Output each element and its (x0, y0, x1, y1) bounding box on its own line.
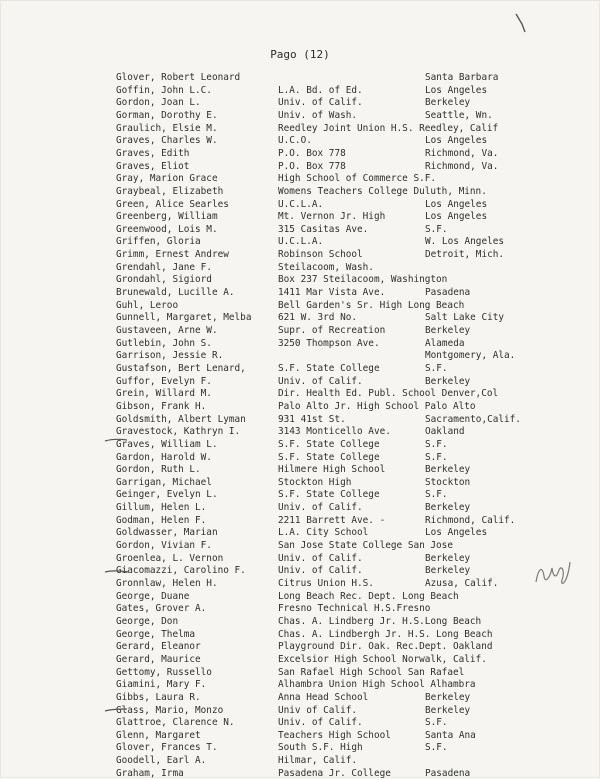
entry-address: 931 41st St. (278, 413, 346, 425)
entry-city: Los Angeles (425, 527, 488, 539)
roster-row (0, 363, 600, 376)
entry-city: Pasadena (425, 287, 471, 299)
entry-name: Guhl, Leroo (116, 299, 179, 311)
entry-address: Mt. Vernon Jr. High (278, 211, 386, 223)
entry-city: Los Angeles (425, 211, 488, 223)
roster-row (0, 161, 600, 174)
entry-city: Berkeley (425, 502, 471, 514)
entry-address: S.F. State College (278, 362, 380, 374)
entry-name: Gutlebin, John S. (116, 337, 212, 349)
entry-address: Univ. of Calif. (278, 717, 363, 729)
entry-address: High School of Commerce S.F. (278, 173, 437, 185)
entry-name: Greenberg, William (116, 211, 218, 223)
entry-city: S.F. (425, 223, 448, 235)
entry-city: Berkeley (425, 375, 471, 387)
entry-address: S.F. State College (278, 438, 380, 450)
entry-name: Geinger, Evelyn L. (116, 489, 218, 501)
roster-row (0, 439, 600, 452)
roster-row (0, 173, 600, 186)
entry-name: Grendahl, Jane F. (116, 261, 212, 273)
roster-row (0, 148, 600, 161)
roster-row (0, 603, 600, 616)
roster-row (0, 287, 600, 300)
entry-address: L.A. City School (278, 527, 369, 539)
entry-city: Berkeley (425, 704, 471, 716)
entry-address: S.F. State College (278, 451, 380, 463)
entry-name: Gordon, Vivian F. (116, 540, 212, 552)
pencil-tick-garrigan (104, 437, 128, 443)
entry-name: Graves, William L. (116, 438, 218, 450)
entry-name: Graulich, Elsie M. (116, 122, 218, 134)
entry-name: Gillum, Helen L. (116, 502, 207, 514)
roster-row (0, 236, 600, 249)
roster-row (0, 325, 600, 338)
entry-address: Univ. of Wash. (278, 109, 358, 121)
roster-row (0, 249, 600, 262)
entry-address: Excelsior High School Norwalk, Calif. (278, 653, 487, 665)
entry-name: Graves, Edith (116, 147, 190, 159)
entry-city: S.F. (425, 438, 448, 450)
entry-name: Glass, Mario, Monzo (116, 704, 224, 716)
entry-name: Groenlea, L. Vernon (116, 552, 224, 564)
entry-address: 3250 Thompson Ave. (278, 337, 380, 349)
pencil-tick-george-don (104, 569, 130, 575)
roster-row (0, 464, 600, 477)
entry-address: Long Beach Rec. Dept. Long Beach (278, 590, 459, 602)
roster-row (0, 679, 600, 692)
roster-row (0, 616, 600, 629)
entry-address: 621 W. 3rd No. (278, 312, 358, 324)
entry-name: Gronnlaw, Helen H. (116, 578, 218, 589)
entry-city: Los Angeles (425, 198, 488, 210)
entry-city: Los Angeles (425, 84, 488, 96)
roster-row (0, 654, 600, 667)
entry-address: Univ. of Calif. (278, 552, 363, 564)
entry-name: Graham, Irma (116, 767, 184, 779)
corner-pencil-mark (514, 12, 528, 34)
entry-address: Chas. A. Lindbergh Jr. H.S. Long Beach (278, 628, 493, 640)
entry-city: Berkeley (425, 691, 471, 703)
entry-address: L.A. Bd. of Ed. (278, 84, 363, 96)
entry-name: Grimm, Ernest Andrew (116, 249, 229, 261)
entry-name: Goodell, Earl A. (116, 755, 207, 767)
entry-name: Giamini, Mary F. (116, 679, 207, 691)
entry-name: Graybeal, Elizabeth (116, 185, 224, 197)
roster-row (0, 274, 600, 287)
entry-name: Glover, Robert Leonard (116, 72, 241, 83)
entry-address: 2211 Barrett Ave. - (278, 514, 386, 526)
entry-address: Womens Teachers College Duluth, Minn. (278, 185, 487, 197)
entry-address: Steilacoom, Wash. (278, 261, 374, 273)
roster-row (0, 667, 600, 680)
roster-row (0, 350, 600, 363)
roster-row (0, 452, 600, 465)
roster-row (0, 477, 600, 490)
entry-name: Gunnell, Margaret, Melba (116, 312, 252, 324)
entry-name: Gustafson, Bert Lenard, (116, 362, 246, 374)
entry-name: Gardon, Harold W. (116, 451, 212, 463)
roster-row (0, 629, 600, 642)
entry-address: Hilmere High School (278, 464, 386, 476)
roster-row (0, 186, 600, 199)
entry-address: U.C.O. (278, 135, 312, 147)
entry-name: Green, Alice Searles (116, 198, 229, 210)
entry-name: Grein, Willard M. (116, 388, 212, 400)
entry-city: S.F. (425, 742, 448, 754)
entry-city: Berkeley (425, 97, 471, 109)
entry-name: Gibson, Frank H. (116, 400, 207, 412)
entry-name: George, Duane (116, 590, 190, 602)
entry-city: Oakland (425, 426, 465, 438)
entry-address: Robinson School (278, 249, 363, 261)
entry-name: Gorman, Dorothy E. (116, 109, 218, 121)
entry-city: Berkeley (425, 565, 471, 577)
entry-name: Gray, Marion Grace (116, 173, 218, 185)
entry-address: Reedley Joint Union H.S. Reedley, Calif (278, 122, 499, 134)
roster-row (0, 489, 600, 502)
entry-name: Goldsmith, Albert Lyman (116, 413, 246, 425)
entry-address: San Rafael High School San Rafael (278, 666, 465, 678)
entry-name: Gravestock, Kathryn I. (116, 426, 241, 438)
entry-name: George, Thelma (116, 628, 196, 640)
entry-address: Chas. A. Lindberg Jr. H.S.Long Beach (278, 615, 482, 627)
entry-name: George, Don (116, 615, 179, 627)
entry-city: Stockton (425, 476, 471, 488)
entry-address: U.C.L.A. (278, 198, 324, 210)
entry-address: Dir. Health Ed. Publ. School Denver,Col (278, 388, 499, 400)
roster-row (0, 553, 600, 566)
entry-city: W. Los Angeles (425, 236, 505, 248)
entry-city: Berkeley (425, 464, 471, 476)
entry-name: Brunewald, Lucille A. (116, 287, 235, 299)
entry-name: Goldwasser, Marian (116, 527, 218, 539)
page-title: Pago (12) (270, 48, 330, 61)
entry-address: Anna Head School (278, 691, 369, 703)
roster-row (0, 755, 600, 768)
entry-name: Gettomy, Russello (116, 666, 212, 678)
entry-name: Giacomazzi, Carolino F. (116, 565, 246, 577)
entry-address: Alhambra Union High School Alhambra (278, 679, 476, 691)
entry-address: 315 Casitas Ave. (278, 223, 369, 235)
entry-city: Richmond, Va. (425, 160, 499, 172)
entry-city: Berkeley (425, 552, 471, 564)
entry-city: Salt Lake City (425, 312, 505, 324)
entry-name: Greenwood, Lois M. (116, 223, 218, 235)
entry-name: Gerard, Maurice (116, 653, 201, 665)
entry-name: Garrigan, Michael (116, 476, 212, 488)
entry-address: Univ. of Calif. (278, 565, 363, 577)
entry-city: Los Angeles (425, 135, 488, 147)
roster-row (0, 540, 600, 553)
entry-city: Azusa, Calif. (425, 578, 499, 589)
entry-address: San Jose State College San Jose (278, 540, 453, 552)
roster-row (0, 312, 600, 325)
roster-row (0, 414, 600, 427)
roster-row (0, 692, 600, 705)
roster-row (0, 262, 600, 275)
pencil-tick-goodell (104, 707, 128, 713)
entry-name: Graves, Eliot (116, 160, 190, 172)
entry-city: Santa Barbara (425, 72, 499, 83)
roster-row (0, 72, 600, 85)
entry-name: Grondahl, Sigiord (116, 274, 212, 286)
roster-row (0, 730, 600, 743)
roster-row (0, 388, 600, 401)
entry-name: Graves, Charles W. (116, 135, 218, 147)
entry-address: Box 237 Steilacoom, Washington (278, 274, 448, 286)
entry-name: Goffin, John L.C. (116, 84, 212, 96)
pencil-notation-margin (532, 556, 574, 590)
entry-name: Godman, Helen F. (116, 514, 207, 526)
roster-row (0, 426, 600, 439)
entry-city: Detroit, Mich. (425, 249, 505, 261)
entry-address: U.C.L.A. (278, 236, 324, 248)
entry-address: 3143 Monticello Ave. (278, 426, 391, 438)
entry-address: Stockton High (278, 476, 352, 488)
roster-row (0, 565, 600, 578)
entry-address: Univ. of Calif. (278, 375, 363, 387)
roster-row (0, 515, 600, 528)
roster-row (0, 705, 600, 718)
entry-city: S.F. (425, 489, 448, 501)
entry-city: Santa Ana (425, 729, 476, 741)
entry-address: Teachers High School (278, 729, 391, 741)
roster-row (0, 85, 600, 98)
roster-row (0, 110, 600, 123)
entry-city: Richmond, Calif. (425, 514, 516, 526)
entry-name: Gordon, Joan L. (116, 97, 201, 109)
roster-row (0, 338, 600, 351)
entry-city: Montgomery, Ala. (425, 350, 516, 362)
roster-row (0, 211, 600, 224)
roster-row (0, 768, 600, 780)
entry-address: Palo Alto Jr. High School Palo Alto (278, 400, 476, 412)
entry-address: Univ. of Calif. (278, 97, 363, 109)
entry-city: Sacramento,Calif. (425, 413, 521, 425)
roster-row (0, 641, 600, 654)
entry-name: Glover, Frances T. (116, 742, 218, 754)
entry-city: S.F. (425, 451, 448, 463)
entry-city: Alameda (425, 337, 465, 349)
entry-city: Pasadena (425, 767, 471, 779)
entry-address: South S.F. High (278, 742, 363, 754)
entry-address: Citrus Union H.S. (278, 578, 374, 589)
roster-row (0, 97, 600, 110)
entry-city: Berkeley (425, 325, 471, 336)
entry-address: Univ of Calif. (278, 704, 358, 716)
roster-row (0, 502, 600, 515)
entry-city: S.F. (425, 717, 448, 729)
entry-address: Univ. of Calif. (278, 502, 363, 514)
entry-city: Seattle, Wn. (425, 109, 493, 121)
entry-city: S.F. (425, 362, 448, 374)
entry-address: P.O. Box 778 (278, 160, 346, 172)
roster-row (0, 578, 600, 591)
roster-row (0, 199, 600, 212)
entry-name: Glattroe, Clarence N. (116, 717, 235, 729)
entry-city: Richmond, Va. (425, 147, 499, 159)
entry-name: Griffen, Gloria (116, 236, 201, 248)
entry-name: Gordon, Ruth L. (116, 464, 201, 476)
entry-address: P.O. Box 778 (278, 147, 346, 159)
entry-name: Guffor, Evelyn F. (116, 375, 212, 387)
entry-address: S.F. State College (278, 489, 380, 501)
roster-row (0, 717, 600, 730)
roster-row (0, 376, 600, 389)
roster-row (0, 224, 600, 237)
roster-row (0, 527, 600, 540)
entry-address: Pasadena Jr. College (278, 767, 391, 779)
entry-name: Gustaveen, Arne W. (116, 325, 218, 336)
entry-name: Glenn, Margaret (116, 729, 201, 741)
roster-row (0, 742, 600, 755)
entry-address: Supr. of Recreation (278, 325, 386, 336)
entry-address: Hilmar, Calif. (278, 755, 358, 767)
roster-row (0, 123, 600, 136)
roster-row (0, 135, 600, 148)
entry-name: Gibbs, Laura R. (116, 691, 201, 703)
entry-address: Bell Garden's Sr. High Long Beach (278, 299, 465, 311)
entry-address: 1411 Mar Vista Ave. (278, 287, 386, 299)
entry-address: Fresno Technical H.S.Fresno (278, 603, 431, 615)
entry-name: Gerard, Eleanor (116, 641, 201, 653)
entry-name: Garrison, Jessie R. (116, 350, 224, 362)
roster-row (0, 300, 600, 313)
entry-name: Gates, Grover A. (116, 603, 207, 615)
roster-row (0, 591, 600, 604)
roster-row (0, 401, 600, 414)
entry-address: Playground Dir. Oak. Rec.Dept. Oakland (278, 641, 493, 653)
